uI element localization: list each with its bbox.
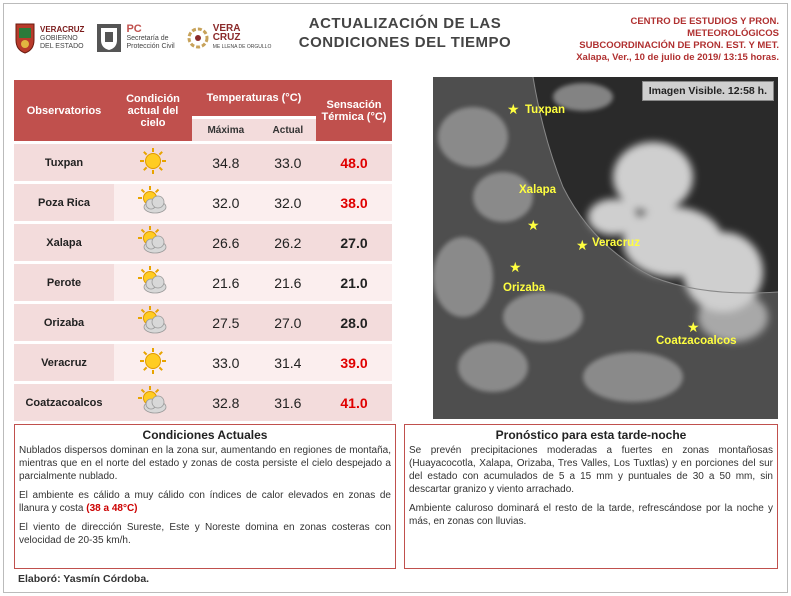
table-row (14, 264, 392, 301)
temp-max: 34.8 (192, 144, 260, 181)
sun-icon (114, 144, 192, 181)
temp-actual: 33.0 (260, 144, 316, 181)
city-label-veracruz: Veracruz (592, 237, 640, 249)
header-sensacion: Sensación Térmica (°C) (316, 80, 392, 141)
sensacion-termica: 41.0 (316, 384, 392, 421)
city-label-coatzacoalcos: Coatzacoalcos (656, 335, 737, 347)
flower-icon (187, 26, 209, 50)
table-row (14, 344, 392, 381)
temp-max: 33.0 (192, 344, 260, 381)
station-name: Coatzacoalcos (14, 384, 114, 421)
station-name: Xalapa (14, 224, 114, 261)
heat-index-range: (38 a 48°C) (86, 503, 138, 514)
star-icon: ★ (507, 101, 520, 117)
station-name: Poza Rica (14, 184, 114, 221)
sun-cloud-icon (114, 224, 192, 261)
temp-max: 27.5 (192, 304, 260, 341)
forecast-title: Pronóstico para esta tarde-noche (495, 428, 687, 442)
sun-cloud-icon (114, 264, 192, 301)
header-actual: Actual (260, 119, 316, 141)
satellite-image (433, 77, 778, 419)
table-row (14, 224, 392, 261)
sun-icon (114, 344, 192, 381)
current-conditions-title: Condiciones Actuales (142, 428, 268, 442)
header-logos (14, 18, 271, 58)
author-credit: Elaboró: Yasmín Córdoba. (18, 573, 150, 585)
sensacion-termica: 27.0 (316, 224, 392, 261)
sensacion-termica: 28.0 (316, 304, 392, 341)
proteccion-civil-logo: PC Secretaría de Protección Civil (96, 23, 174, 53)
temp-actual: 31.4 (260, 344, 316, 381)
header-observatorios: Observatorios (14, 80, 114, 141)
table-row (14, 184, 392, 221)
city-label-xalapa: Xalapa (519, 184, 557, 196)
city-label-orizaba: Orizaba (503, 282, 546, 294)
station-name: Veracruz (14, 344, 114, 381)
header-temperaturas: Temperaturas (°C) (192, 80, 316, 116)
current-conditions-p2: El ambiente es cálido a muy cálido con índices de calor elevados en zonas de llanura y costa (38 a 48°C) (19, 490, 391, 514)
table-row (14, 384, 392, 421)
temp-max: 21.6 (192, 264, 260, 301)
star-icon: ★ (527, 217, 540, 233)
sun-cloud-icon (114, 384, 192, 421)
table-row (14, 144, 392, 181)
temp-actual: 32.0 (260, 184, 316, 221)
forecast-p1: Se prevén precipitaciones moderadas a fuertes en zonas montañosas (Huayacocotla, Xalapa, Orizaba, Tres Valles, Los Tuxtlas) y en porciones del sur del estado con acumulados de 5 a 15 mm y puntuales de 30 a 50 mm, sin descartar granizo y viento arrachado. (409, 445, 773, 495)
station-name: Tuxpan (14, 144, 114, 181)
station-name: Perote (14, 264, 114, 301)
temp-actual: 27.0 (260, 304, 316, 341)
satellite-label: Imagen Visible. 12:58 h. (642, 81, 774, 101)
forecast-box (404, 424, 778, 569)
temp-actual: 26.2 (260, 224, 316, 261)
table-row (14, 304, 392, 341)
veracruz-orgullo-logo: VERA CRUZ ME LLENA DE ORGULLO (187, 25, 272, 51)
organization-info: CENTRO DE ESTUDIOS Y PRON. METEOROLÓGICOS SUBCOORDINACIÓN DE PRON. EST. Y MET. Xalapa, Ver., 10 de julio de 2019/ 13:15 horas. (576, 16, 779, 63)
temp-max: 32.0 (192, 184, 260, 221)
star-icon: ★ (687, 319, 700, 335)
station-name: Orizaba (14, 304, 114, 341)
temp-max: 32.8 (192, 384, 260, 421)
shield-icon (14, 22, 36, 54)
current-conditions-p1: Nublados dispersos dominan en la zona sur, aumentando en regiones de montaña, mientras que en el norte del estado y zonas de costa persiste el cielo despejado a parcialmente nublado. (19, 445, 391, 482)
sensacion-termica: 48.0 (316, 144, 392, 181)
veracruz-gobierno-logo: VERACRUZ GOBIERNO DEL ESTADO (14, 22, 84, 54)
temp-actual: 31.6 (260, 384, 316, 421)
sun-cloud-icon (114, 184, 192, 221)
star-icon: ★ (509, 259, 522, 275)
pc-emblem-icon (96, 23, 122, 53)
forecast-p2: Ambiente caluroso dominará el resto de la tarde, refrescándose por la noche y más, en zonas con lluvias. (409, 503, 773, 527)
current-conditions-p3: El viento de dirección Sureste, Este y Noreste domina en zonas costeras con velocidad de 20-35 km/h. (19, 522, 391, 546)
sun-cloud-icon (114, 304, 192, 341)
star-icon: ★ (576, 237, 589, 253)
sensacion-termica: 38.0 (316, 184, 392, 221)
header-maxima: Máxima (192, 119, 260, 141)
temp-actual: 21.6 (260, 264, 316, 301)
city-label-tuxpan: Tuxpan (525, 104, 566, 116)
temp-max: 26.6 (192, 224, 260, 261)
page-title: ACTUALIZACIÓN DE LAS CONDICIONES DEL TIEMPO (298, 15, 512, 51)
sensacion-termica: 39.0 (316, 344, 392, 381)
sensacion-termica: 21.0 (316, 264, 392, 301)
current-conditions-box (14, 424, 396, 569)
header-condicion: Condición actual del cielo (114, 80, 192, 141)
observatories-table (14, 77, 392, 424)
